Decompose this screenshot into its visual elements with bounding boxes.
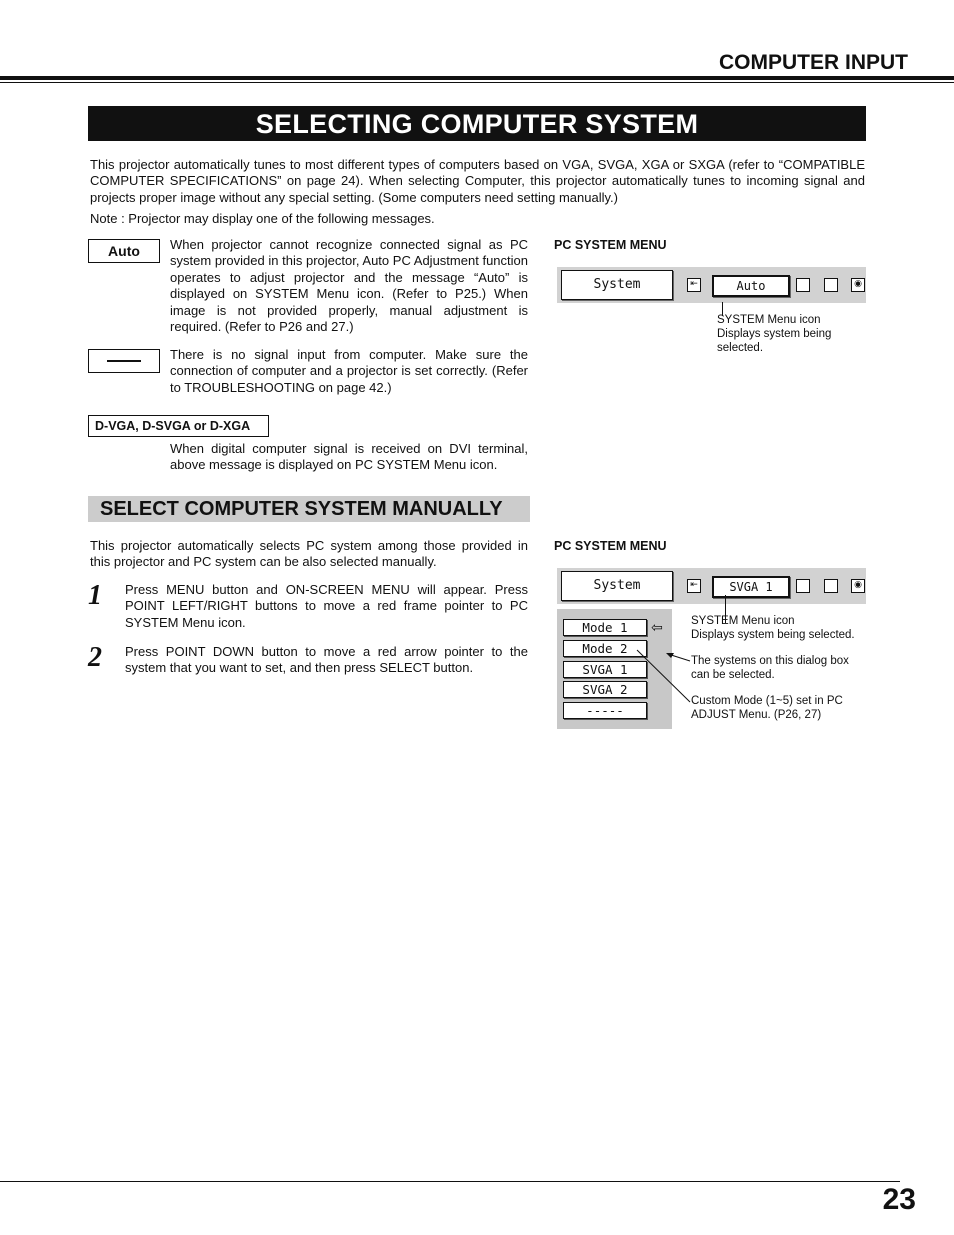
manual-intro: This projector automatically selects PC system among those provided in this projector and PC system can be also selected manually. [90, 538, 528, 570]
dialog-item-mode1[interactable]: Mode 1 [563, 619, 647, 636]
step-1-text: Press MENU button and ON-SCREEN MENU will appear. Press POINT LEFT/RIGHT buttons to move a red frame pointer to PC SYSTEM Menu icon. [125, 582, 528, 630]
no-signal-message-text: There is no signal input from computer. Make sure the connection of computer and a projector is set correctly. (Refer to TROUBLESHOOTING on page 42.) [170, 347, 528, 395]
setting-icon-2: ◉ [851, 579, 865, 593]
auto-message-text: When projector cannot recognize connected signal as PC system provided in this projector, Auto PC Adjustment function operates to adjust projector and the message “Auto” is displayed on SYSTEM Menu icon. (Refer to P25.) When image is not provided properly, manual adjustment is required. (Refer to P26 and 27.) [170, 237, 528, 335]
callout-lines-svg [620, 595, 700, 715]
system-label-box-2: System [561, 571, 673, 601]
page-number: 23 [882, 1183, 916, 1216]
system-menu-icon: Auto [712, 275, 790, 297]
step-1-number: 1 [88, 580, 102, 611]
step-2-text: Press POINT DOWN button to move a red arrow pointer to the system that you want to set, and then press SELECT button. [125, 644, 528, 676]
arrow-pointer-icon: ⇦ [651, 620, 663, 636]
input-icon: ⇤ [687, 278, 701, 292]
menu1-caption: SYSTEM Menu icon Displays system being selected. [717, 314, 832, 354]
page-title: SELECTING COMPUTER SYSTEM [88, 106, 866, 141]
dialog-item-mode2[interactable]: Mode 2 [563, 640, 647, 657]
callout-line-custom-mode [637, 650, 690, 702]
dvga-label-box: D-VGA, D-SVGA or D-XGA [88, 415, 269, 437]
callout-dialog: The systems on this dialog box can be selected. [691, 655, 849, 681]
pc-system-menubar-2 [557, 568, 866, 604]
intro-paragraph: This projector automatically tunes to most different types of computers based on VGA, SVGA, XGA or SXGA (refer to “COMPATIBLE COMPUTER SPECIFICATIONS” on page 24). When selecting Computer, this projector automatically tunes to incoming signal and projects proper image without any special setting. (Some computers need setting manually.) [90, 157, 865, 205]
monitor-icon-2 [796, 579, 810, 593]
callout-custom-mode: Custom Mode (1~5) set in PC ADJUST Menu. (P26, 27) [691, 695, 843, 721]
callout-system-icon: SYSTEM Menu icon Displays system being selected. [691, 615, 855, 641]
monitor-icon [796, 278, 810, 292]
auto-label-box: Auto [88, 239, 160, 263]
pc-system-menu-heading: PC SYSTEM MENU [554, 238, 667, 252]
manual-section-heading: SELECT COMPUTER SYSTEM MANUALLY [88, 496, 530, 522]
section-title: COMPUTER INPUT [719, 51, 908, 74]
setting-icon: ◉ [851, 278, 865, 292]
square-icon [824, 278, 838, 292]
dialog-item-dashes[interactable]: ----- [563, 702, 647, 719]
intro-note: Note : Projector may display one of the following messages. [90, 211, 435, 226]
system-label-box: System [561, 270, 673, 300]
dialog-item-svga1[interactable]: SVGA 1 [563, 661, 647, 678]
input-icon-2: ⇤ [687, 579, 701, 593]
pc-system-menu-heading-2: PC SYSTEM MENU [554, 539, 667, 553]
pc-system-menubar [557, 267, 866, 303]
dialog-item-svga2[interactable]: SVGA 2 [563, 681, 647, 698]
no-signal-label-box [88, 349, 160, 373]
system-menu-icon-2: SVGA 1 [712, 576, 790, 598]
dvga-message-text: When digital computer signal is received on DVI terminal, above message is displayed on PC SYSTEM Menu icon. [170, 441, 528, 473]
header-rule [0, 76, 954, 80]
square-icon-2 [824, 579, 838, 593]
header-rule-thin [0, 82, 954, 83]
footer-rule [0, 1181, 900, 1182]
no-signal-dash [107, 360, 141, 362]
step-2-number: 2 [88, 642, 102, 673]
